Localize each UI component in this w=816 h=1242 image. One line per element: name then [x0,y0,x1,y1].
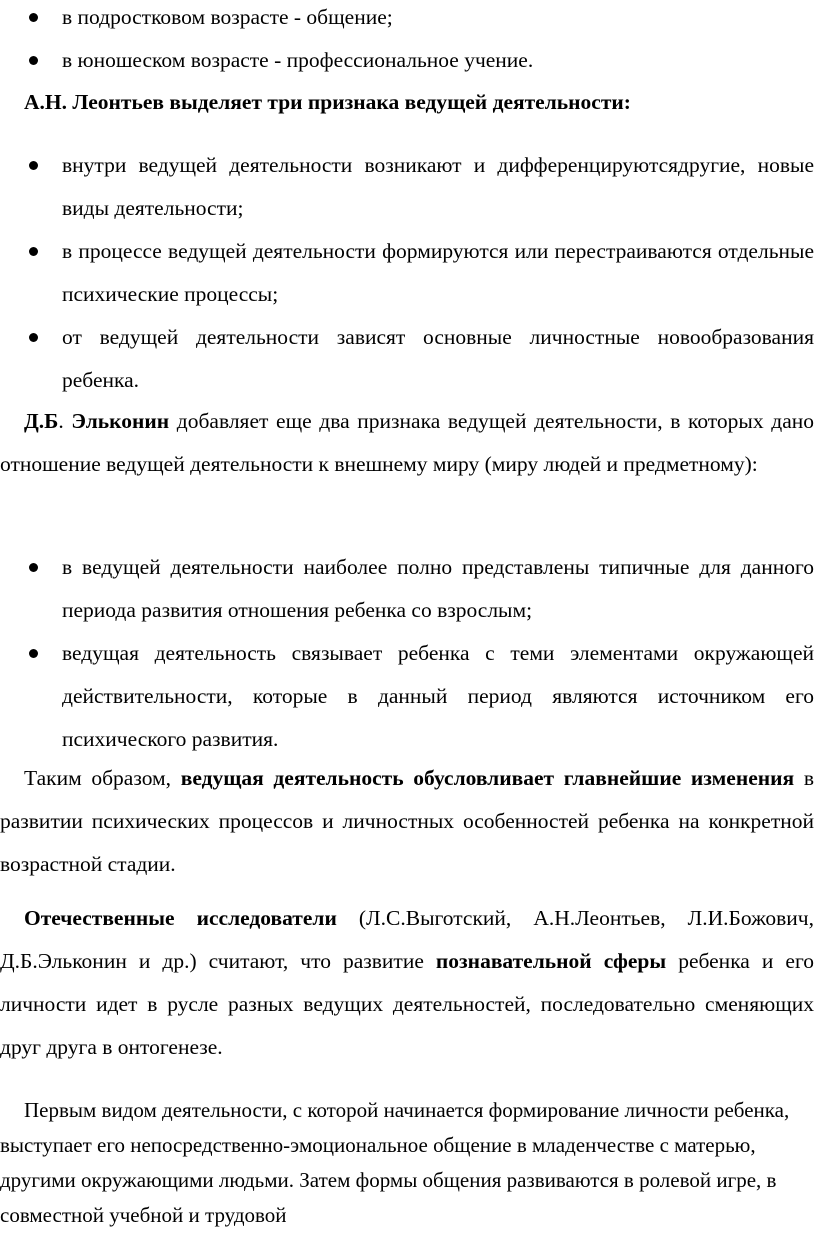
author-surname: Эльконин [71,409,170,433]
elkonin-paragraph [0,400,816,486]
paragraph-text: ребенка и его личности идет в русле разных ведущих деятельностей, последовательно сменяющих друг друга в онтогенезе. [0,949,815,1059]
list-item [0,546,816,632]
emphasis-text: Отечественные исследователи [24,906,337,930]
bullet-icon [29,161,38,170]
list-item [0,230,816,316]
final-paragraph: Первым видом деятельности, с которой начинается формирование личности ребенка, выступает его непосредственно-эмоциональное общение в младенчестве с матерью, другими окружающими людьми. Затем формы общения развиваются в ролевой игре, в совместной учебной и трудовой [0,1098,790,1227]
leontiev-heading: А.Н. Леонтьев выделяет три признака ведущей деятельности: [24,90,631,114]
list-item [0,0,816,39]
elkonin-bullet-list [0,546,816,761]
author-separator: . [58,409,72,433]
bullet-icon [29,649,38,658]
researchers-paragraph [0,897,816,1069]
list-item-text: в процессе ведущей деятельности формируются или перестраиваются отдельные психические процессы; [62,239,814,306]
paragraph-text: добавляет еще два признака ведущей деятельности, в которых дано отношение ведущей деятельности к внешнему миру (миру людей и предметному): [0,409,814,476]
top-bullet-list [0,0,816,82]
author-name: Д.Б [24,409,59,433]
list-item-text: внутри ведущей деятельности возникают и дифференцируютсядругие, новые виды деятельности; [62,153,814,220]
conclusion-paragraph [0,757,816,886]
emphasis-text: познавательной сферы [435,949,667,973]
bullet-icon [29,56,38,65]
list-item-text: в ведущей деятельности наиболее полно представлены типичные для данного периода развития отношения ребенка со взрослым; [62,555,814,622]
paragraph-text: (Л.С.Выготский, А.Н.Леонтьев, Л.И.Божович, Д.Б.Эльконин и др.) считают, что развитие [0,906,814,973]
list-item [0,316,816,402]
bullet-icon [29,333,38,342]
leontiev-bullet-list [0,144,816,402]
list-item [0,39,816,82]
list-item-text: ведущая деятельность связывает ребенка с теми элементами окружающей действительности, которые в данный период являются источником его психического развития. [62,641,814,751]
list-item-text: от ведущей деятельности зависят основные личностные новообразования ребенка. [62,325,814,392]
list-item-text: в подростковом возрасте - общение; [62,5,393,29]
list-item-text: в юношеском возрасте - профессиональное учение. [62,48,534,72]
emphasis-text: ведущая деятельность обусловливает главнейшие изменения [180,766,795,790]
paragraph-text: Таким образом, [24,766,181,790]
list-item [0,144,816,230]
bullet-icon [29,563,38,572]
bullet-icon [29,13,38,22]
paragraph-text: в развитии психических процессов и личностных особенностей ребенка на конкретной возрастной стадии. [0,766,814,876]
bullet-icon [29,247,38,256]
list-item [0,632,816,761]
